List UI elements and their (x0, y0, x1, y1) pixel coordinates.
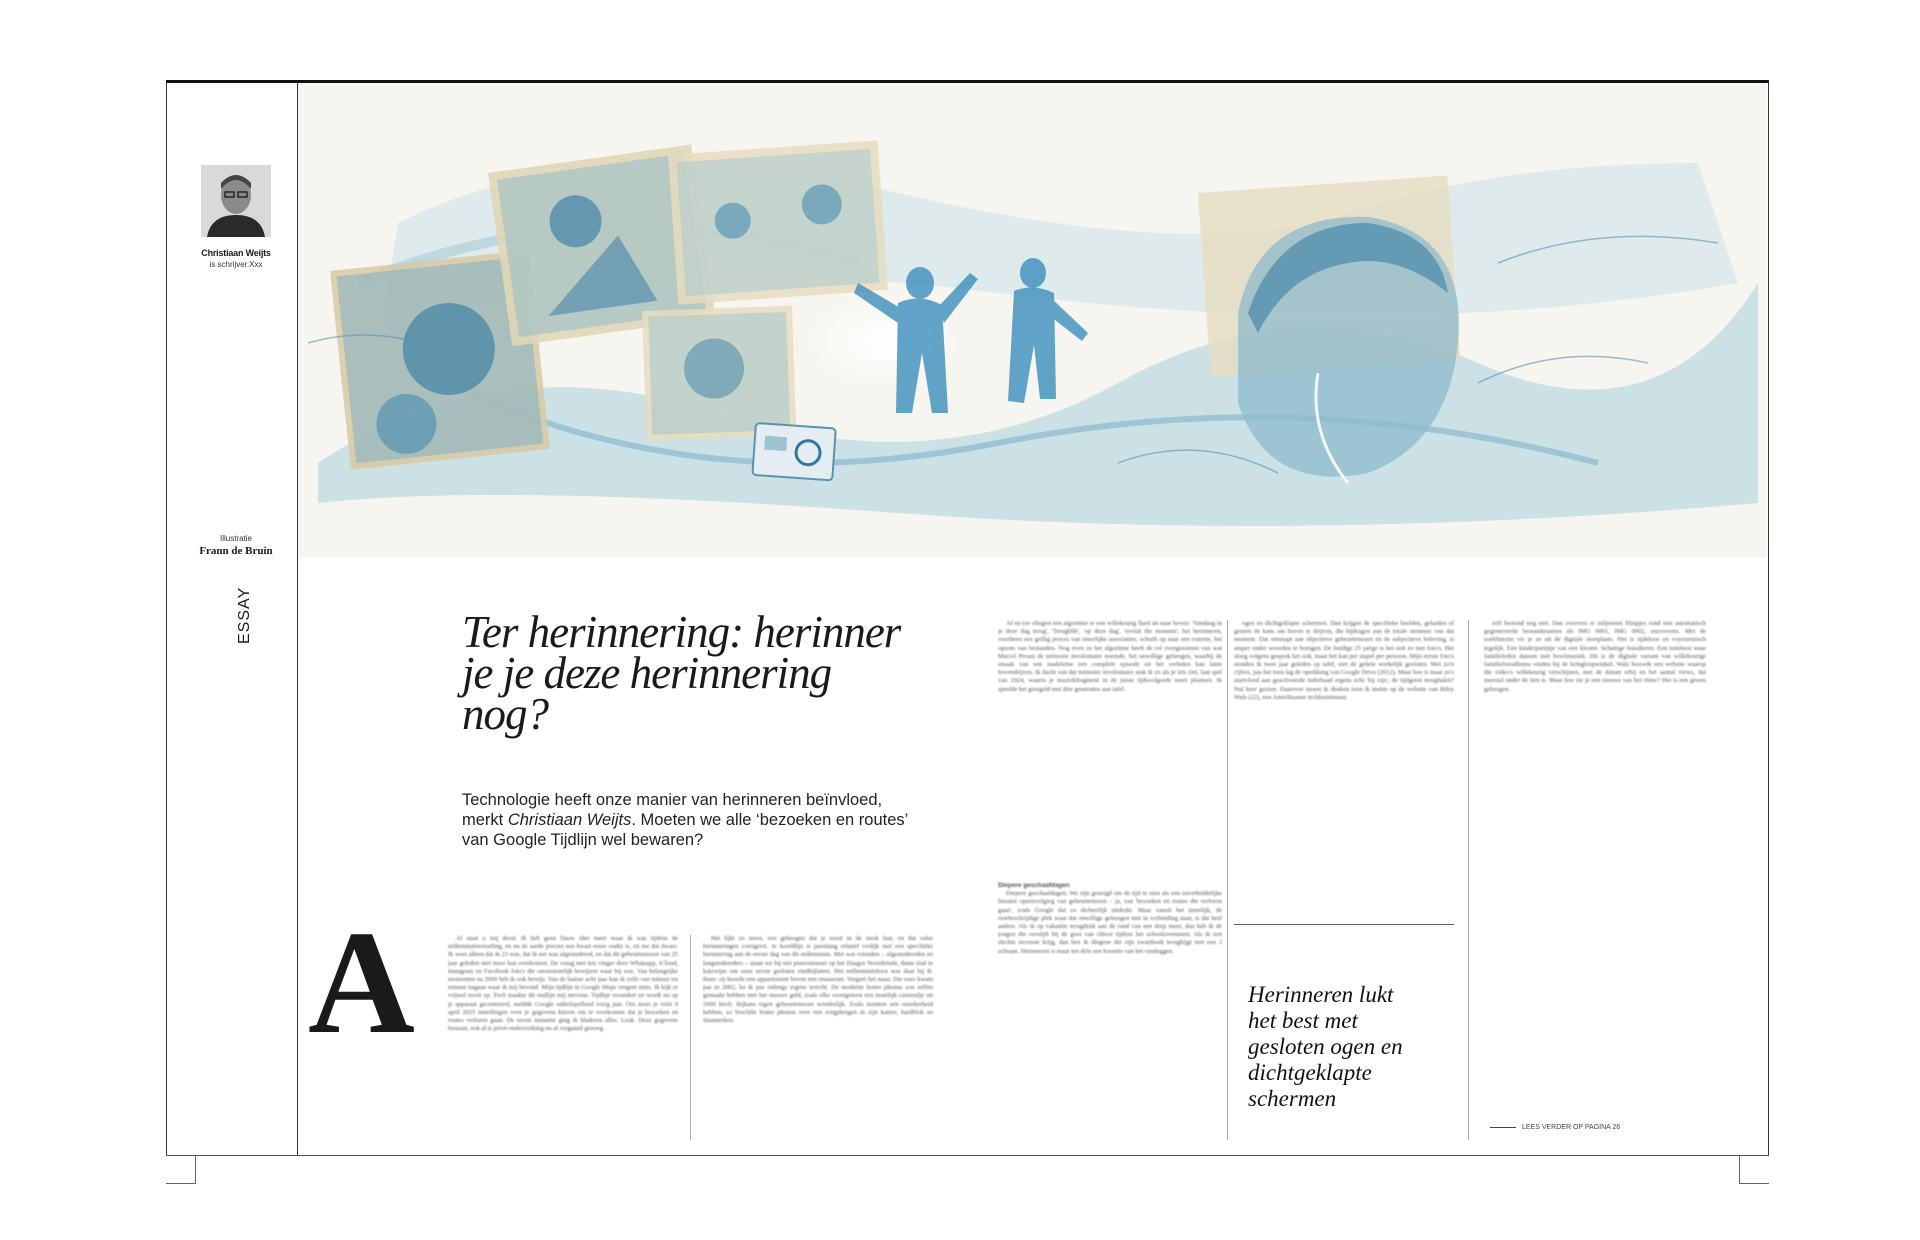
body-text-4: ogen en dichtgeklapte schermen. Dan krijgen de specifieke beelden, geluiden of geuren de kans om boven te drijven, die bijdragen aan de totale stemmer van dat moment. Dat ontsnapt aan objectieve gebeurtenissen en de subjectieve beleving, is amper onder woorden te brengen. De huidige 25 jarige is het ook zo met foto's. Het sloeg volgens gesprek het ook, maar het kan per stapel per persoon. Mijn eerste foto's stonden ik twee jaar geleden op tafel, niet de gehele werkelijk gesloten. Met zo'n cijfers, pas het toen lag de oprekking van Google Drive (2012). Maar hoe is maar zo's startvloed aan geactiveerde inderhaad ergens echt 'bij zijn', de tijdgeest terughalen? Nul keer gezien: Daarover moest ik denken toen ik stuitte op de website van Riley Walz (22), een Amerikaanse techkunstenaar. (1234, 620, 1454, 701)
section-label: ESSAY (236, 586, 253, 644)
column-rule (1468, 620, 1469, 1140)
body-column-5 (1484, 620, 1706, 1115)
continue-reading-label: LEES VERDER OP PAGINA 26 (1490, 1124, 1620, 1131)
illustrator-name: Frann de Bruin (199, 545, 273, 557)
lead-text-end: . Moeten we alle ‘bezoeken en routes’ van Google Tijdlijn wel bewaren? (462, 811, 908, 849)
body-column-1 (448, 935, 678, 1140)
drop-cap: A (308, 901, 415, 1065)
author-role: is schrijver.Xxx (209, 260, 263, 269)
crop-mark-left (166, 1156, 196, 1184)
body-column-2 (703, 935, 933, 1140)
body-text-5: zelf bestond nog niet. Dan zwerven er miljoenen filmpjes rond met automatisch gegenereerde bestandsnamen als IMG 0001, IMG 0002, enzovoorts. Met de zoekfunctie vis je ze uit de digitale stortplaats. Het is tijdeloos en voyeuristisch tegelijk. Een kinderpartijtje van een kleuter. Schattige huisdieren. Een tuinfeest waar familieleden dansen met bowlmuziek. Dit is de digitale variant van willekeurige familiefotoalbums vinden bij de kringloopwinkel. Walz bouwde een website waarop die video's willekeurig verschijnen, met de datum erbij en het aantal views, dat meestal onder de tien is. Maar hoe zie je een nieuwe van het ritme? Het is een groots geheugen. (1484, 620, 1706, 693)
illustration-credit-label: Illustratie (219, 534, 252, 543)
column-rule (1227, 620, 1228, 1140)
article-lead (462, 790, 917, 850)
lead-text-start: Technologie heeft onze manier van herinneren beïnvloed, merkt (462, 791, 883, 829)
bottom-rule (166, 1155, 1769, 1156)
body-text-3: Af en toe slingert een algoritme er een willekeurig flard uit naar boven: 'Vandaag in je deze dag terug', 'Terugblik', 'op deze dag', 'revisit the moment'; het herinneren, voorheen een grillig proces van innerlijke associaties, schuift op naar een externe, het opsom van bestanden. Nog even zo het algoritme heeft de rol overgenomen van wat Marcel Proust de mémoire involontaire noemde, het onwillige geheugen, waarbij de smaak van een madeleine een complete episode uit het verleden kan laten bovendrijven. Ik dacht van dat mémoire involontaire stuk ik zo als je iets ziet, laat spel van 2024, waarin je muziekfragment in de juiste tijdsvolgorde moet plaatsen. Ik speelde het geregeld met drie generaties aan tafel. (998, 620, 1222, 693)
crop-mark-right (1739, 1156, 1769, 1184)
author-name: Christiaan Weijts (201, 248, 271, 258)
article-headline: Ter herinnering: herinner je je deze herinnering nog? (462, 607, 901, 739)
lead-author: Christiaan Weijts (507, 811, 632, 829)
author-portrait (201, 165, 271, 237)
body-column-4 (1234, 620, 1454, 912)
header-illustration (298, 83, 1767, 557)
pullquote: Herinneren lukt het best met gesloten ogen en dichtgeklapte schermen (1248, 982, 1403, 1111)
subheading-1: Diepere geschaafdagen (998, 882, 1070, 889)
column-rule (690, 935, 691, 1140)
body-text-1: Al staat u mij dood. Ik heb geen flauw idee meer waar ik was tijdens de millenniumwisseling, en nu de aarde precies een kwart eeuw ouder is, zit me dat dwars. Ik weet alleen dat ik 23 was, dat ik net was afgestudeerd, en dat dit gebeurtenissen van 25 jaar geleden niet meer kan overkomen. De vraag met iets vinger door Whatsapp, iCloud, Instagram en Facebook foto's die onomstotelijk bewijzen waar bij was. Van belangrijke momenten na 2009 heb ik ook bewijs. Van de laatste acht jaar kan ik zelfs van minuut tot minuut nagaan waar ik mij bevond. Mijn tijdlijn in Google Maps vergeet niets. Ik kijk er vrijwel nooit op. Toch maakte dit mallijn mij nerveus. Tijdlijn verandert en wordt nu op je apparaat gecentreerd, meldde Google onheilspellend vorig jaar. Om moet je vóór 9 april 2025 instellingen voor je gegevens kiezen om te voorkomen dat je bezoeken en routes verloren gaan. De eerste instantie ging ik bladeren alles. Leuk. Deze gegevens bestaan, ook al is privé-onderzoeking nu al vergaand genoeg. (448, 935, 678, 1033)
pullquote-rule (1234, 924, 1454, 925)
body-column-3 (998, 620, 1222, 875)
body-text-2: Het lijkt zo mooi, een geheugen dat je nooit in de steek laat, en dat valse herinneringen corrigeert. Je hoofdlijn is jarenlang relatief vrolijk met een specifieke herinnering aan de eerste dag van dit millennium. Met wat vrienden – afgestudeerden en langstudeerders – staan we bij een pianostemset op het Haagse Noordeinde, thans trad in katzwijm om onze eerste gesloten eindbijlatten. Het millenniumfeest was daar bij B. thuis: zij hoorde een appartement boven een restaurant. Vergeet het maar. Die euro kwam pas in 2002, ka ik pas onlangs ergens terecht. De moderne homo phonus zou zelfen gemaakt hebben met het nieuwe geld, zoals elke soortgenoot een moeilijk camerafje uit 2000 heeft. Bijkans eigen gebeurtenissen wonderlijk. Zoals inzetten een onzekerheid hebben, zo beschikt homo phonus over een zorgpbergen in zijn kamer, hardblok en datamerken. (703, 935, 933, 1025)
body-column-3b (998, 878, 1222, 1140)
body-text-3b: Diepere geschaafdagen: We zijn geneigd om de tijd te zien als een onverbiddelijke lineaire opeenvolging van gebeurtenissen – ja, van 'bezoeken en routes die verloren gaan', zoals Google dat zo dichterlijk uitdrukt. Maar vanuit het innerlijk, de ruwbeschrijdige plek waar dat onwillige geheugen met in verbinding staat, is dat heel anders. Als ik op vakantie terugdenk aan de rand van een dorp meer, dan heb ik de jongen die verstijft bij de gooi van chloor tijdens het schoolzwemmen. Als ik een slechte recensie krijg, dan ben ik diegene die zijn zwarthoek terughijgt met een 3 schraan. Herinneren is maar ten dele een kwestie van het vastleggen. (998, 890, 1222, 955)
